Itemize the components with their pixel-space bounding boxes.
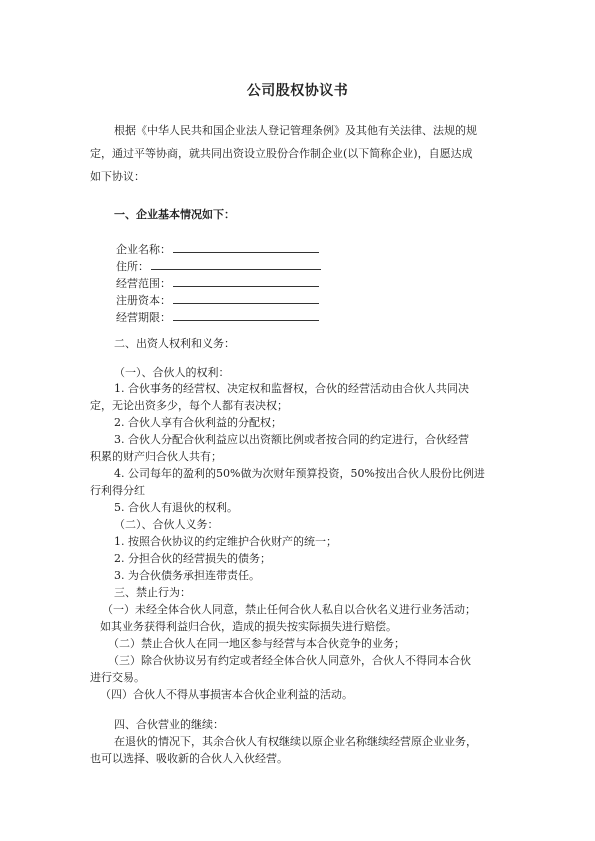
section4-line: 在退伙的情况下，其余合伙人有权继续以原企业名称继续经营原企业业务， (114, 735, 477, 748)
section3-line: （四）合伙人不得从事损害本合伙企业利益的活动。 (100, 688, 353, 701)
duties-line: 1. 按照合伙协议的约定维护合伙财产的统一； (114, 535, 337, 548)
field-blank (173, 276, 319, 287)
duties-line: 3. 为合伙债务承担连带责任。 (114, 569, 260, 582)
section4-heading: 四、合伙营业的继续： (114, 718, 224, 731)
field-operating-period: 经营期限： (116, 310, 319, 325)
rights-line: 1. 合伙事务的经营权、决定权和监督权，合伙的经营活动由合伙人共同决 (114, 382, 469, 395)
rights-line: 5. 合伙人有退伙的权利。 (114, 501, 238, 514)
intro-line-3: 如下协议： (90, 170, 145, 183)
document-title: 公司股权协议书 (246, 83, 349, 99)
field-blank (173, 293, 319, 304)
section2-heading: 二、出资人权利和义务： (114, 337, 235, 350)
intro-line-1: 根据《中华人民共和国企业法人登记管理条例》及其他有关法律、法规的规 (114, 124, 477, 137)
section3-heading: 三、禁止行为： (114, 586, 191, 599)
rights-line: 行利得分红 (90, 484, 145, 497)
field-blank (173, 310, 319, 321)
rights-line: 定，无论出资多少，每个人都有表决权； (90, 399, 288, 412)
duties-line: 2. 分担合伙的经营损失的债务； (114, 552, 271, 565)
section4-line: 也可以选择、吸收新的合伙人入伙经营。 (90, 752, 288, 765)
field-blank (151, 259, 321, 270)
field-company-name: 企业名称： (116, 242, 319, 257)
field-blank (173, 242, 319, 253)
section3-line: 进行交易。 (90, 671, 145, 684)
rights-line: 3. 合伙人分配合伙利益应以出资额比例或者按合同的约定进行，合伙经营 (114, 433, 469, 446)
field-business-scope: 经营范围： (116, 276, 319, 291)
rights-heading: （一）、合伙人的权利： (114, 366, 230, 379)
section3-line: （一）未经全体合伙人同意，禁止任何合伙人私自以合伙名义进行业务活动； (102, 603, 476, 616)
field-registered-capital: 注册资本： (116, 293, 319, 308)
field-address: 住所： (116, 259, 321, 274)
rights-line: 积累的财产归合伙人共有； (90, 450, 222, 463)
intro-line-2: 定，通过平等协商，就共同出资设立股份合作制企业(以下简称企业)，自愿达成 (90, 147, 473, 160)
duties-heading: （二）、合伙人义务： (114, 518, 219, 531)
rights-line: 4. 公司每年的盈利的50%做为次财年预算投资，50%按出合伙人股份比例进 (114, 467, 485, 480)
section3-line: 如其业务获得利益归合伙，造成的损失按实际损失进行赔偿。 (100, 620, 397, 633)
rights-line: 2. 合伙人享有合伙利益的分配权； (114, 416, 282, 429)
section3-line: （三）除合伙协议另有约定或者经全体合伙人同意外，合伙人不得同本合伙 (108, 654, 471, 667)
section3-line: （二）禁止合伙人在同一地区参与经营与本合伙竞争的业务； (108, 637, 405, 650)
section1-heading: 一、企业基本情况如下： (114, 208, 235, 221)
